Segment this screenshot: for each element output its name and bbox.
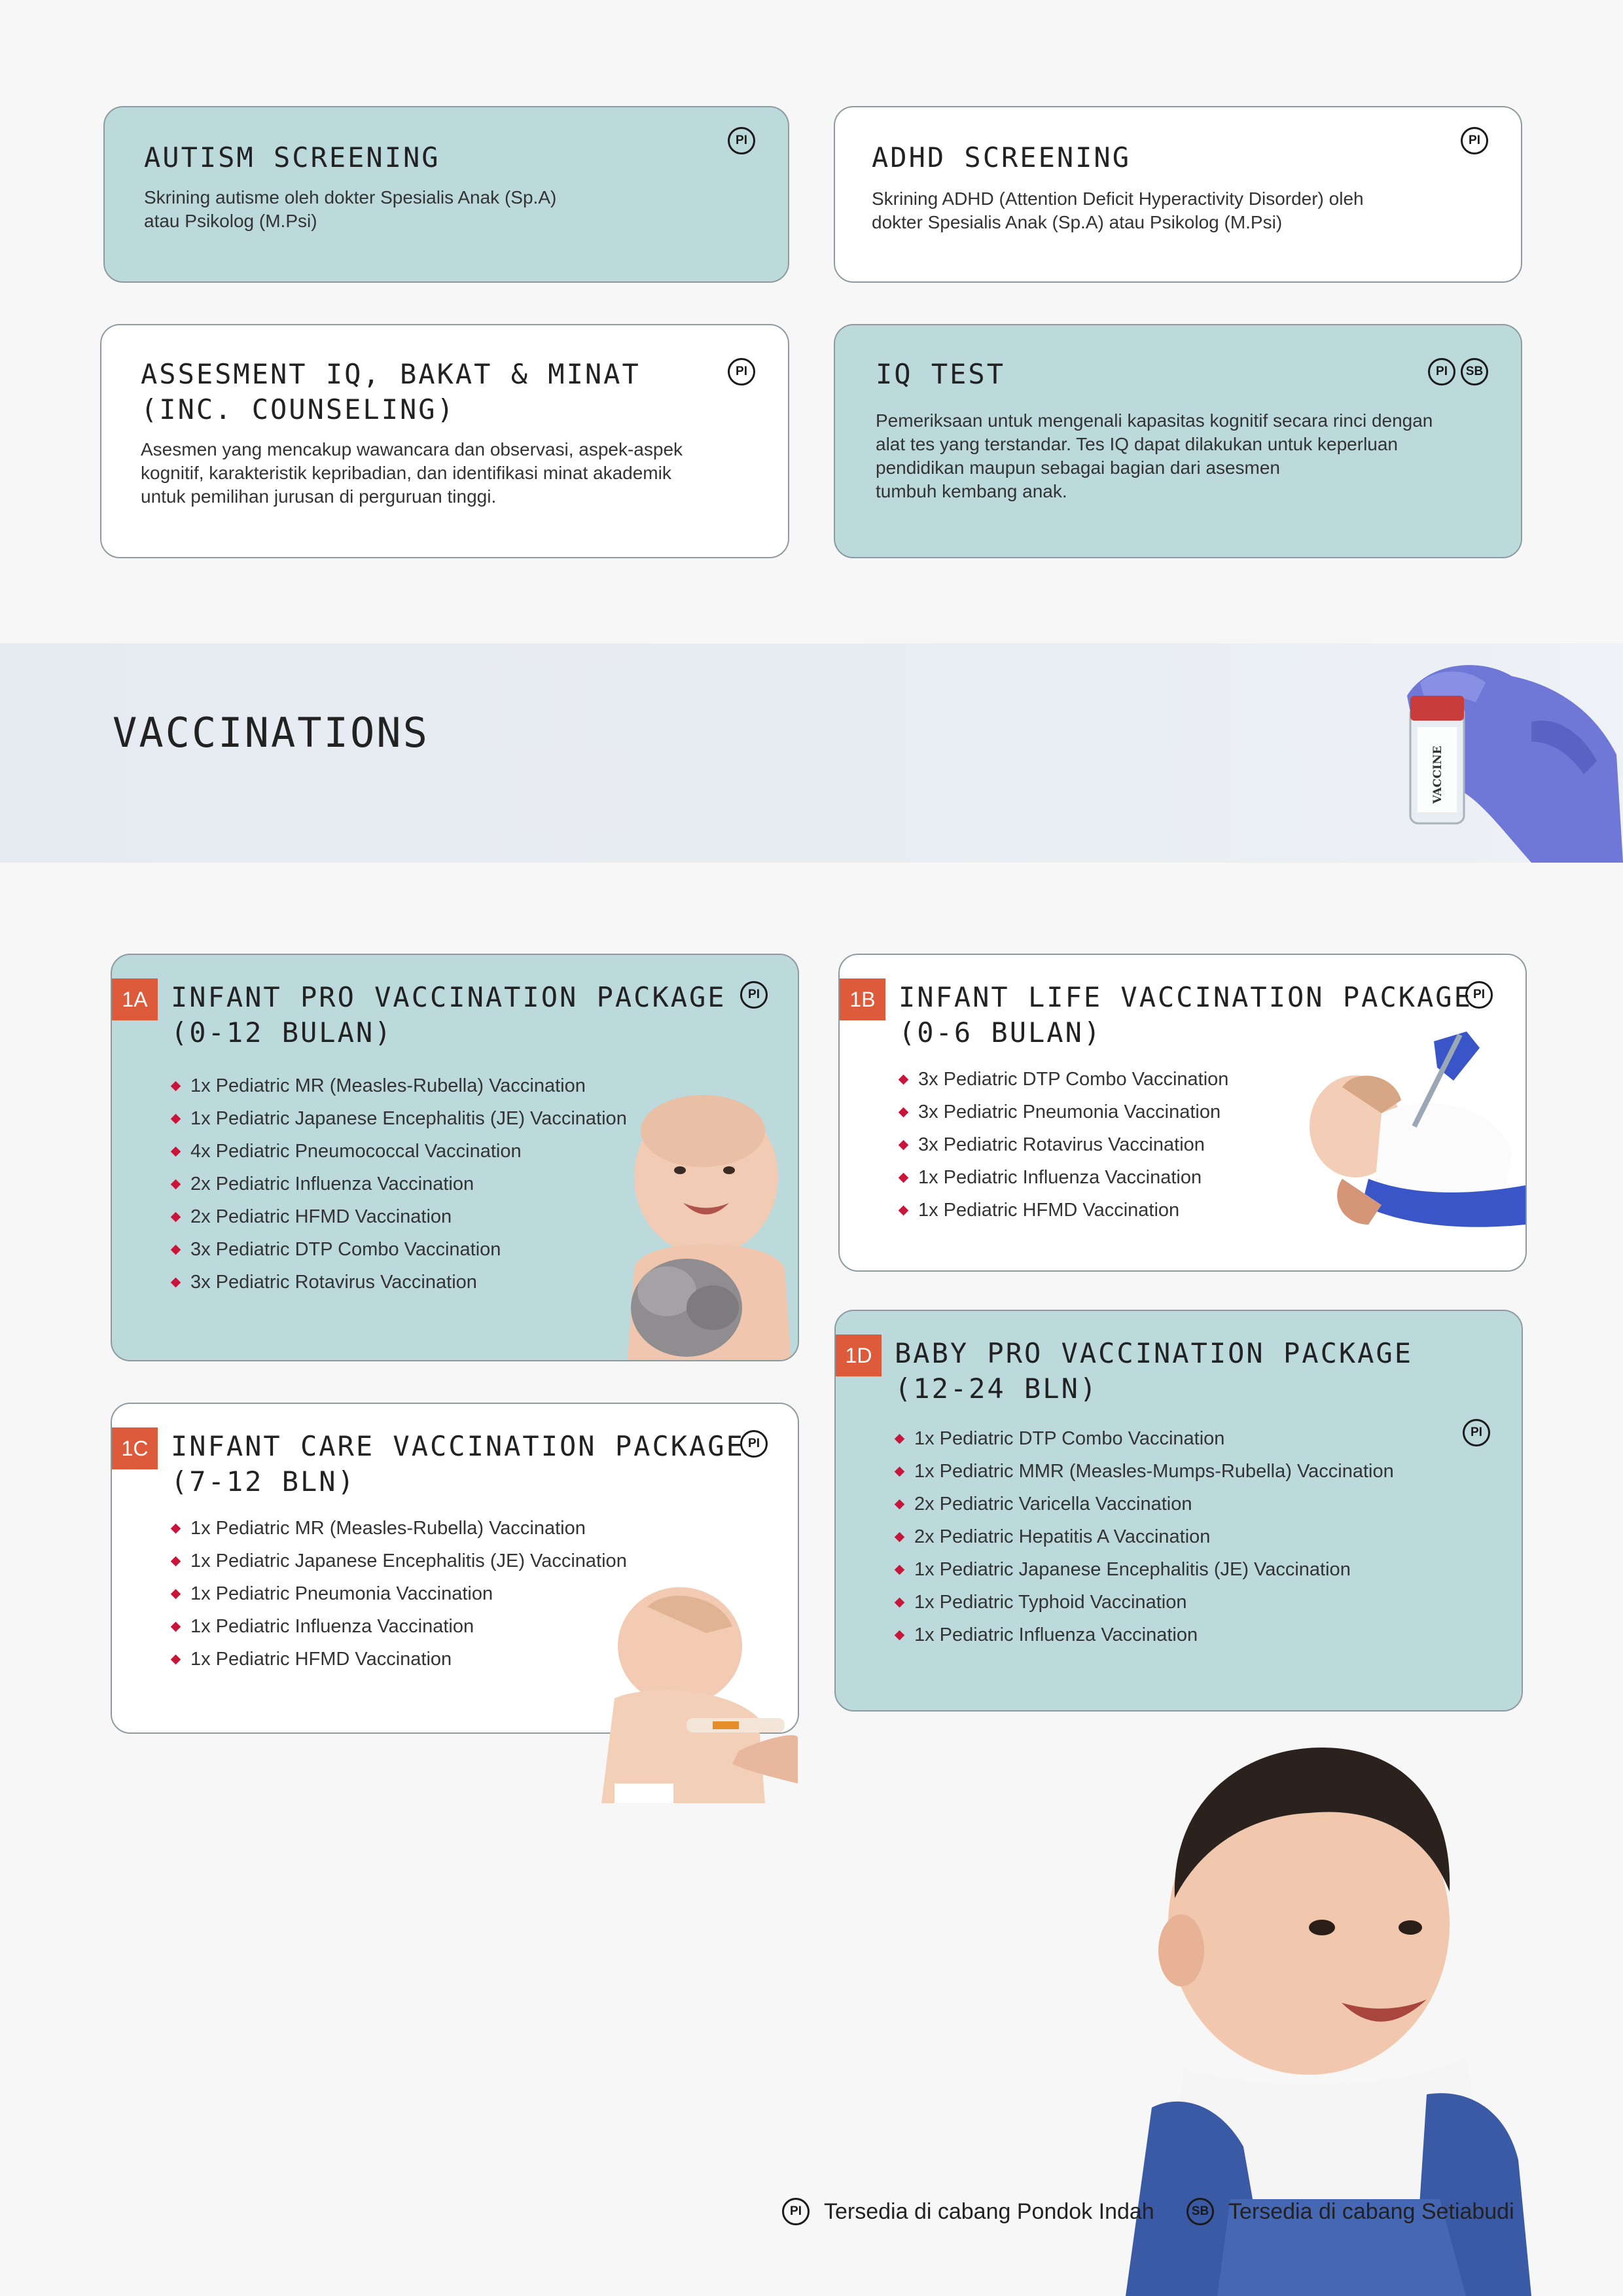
package-card-1d (834, 1310, 1523, 1712)
legend-text: Tersedia di cabang Pondok Indah (824, 2198, 1154, 2224)
item-text: 3x Pediatric Rotavirus Vaccination (190, 1272, 477, 1293)
assessment-iq-card (100, 324, 789, 558)
diamond-bullet-icon (171, 1278, 181, 1288)
item-text: 1x Pediatric HFMD Vaccination (190, 1649, 452, 1670)
description-line: kognitif, karakteristik kepribadian, dan identifikasi minat akademik (141, 463, 671, 483)
list-item (899, 1194, 1228, 1227)
item-text: 1x Pediatric Japanese Encephalitis (JE) Vaccination (190, 1551, 627, 1571)
diamond-bullet-icon (895, 1499, 905, 1510)
item-text: 4x Pediatric Pneumococcal Vaccination (190, 1141, 522, 1162)
description-line: dokter Spesialis Anak (Sp.A) atau Psikolog (M.Psi) (872, 212, 1283, 232)
section-title: VACCINATIONS (113, 709, 429, 757)
list-item (895, 1520, 1394, 1553)
item-text: 2x Pediatric HFMD Vaccination (190, 1206, 452, 1227)
diamond-bullet-icon (895, 1467, 905, 1477)
package-code-tag: 1D (836, 1335, 882, 1376)
baby-vaccination-arm-image (588, 1587, 798, 1803)
card-description (872, 187, 1364, 234)
item-text: 1x Pediatric Pneumonia Vaccination (190, 1583, 493, 1604)
diamond-bullet-icon (171, 1081, 181, 1092)
diamond-bullet-icon (171, 1655, 181, 1665)
description-line: Pemeriksaan untuk mengenali kapasitas kognitif secara rinci dengan (876, 410, 1433, 431)
item-text: 1x Pediatric Japanese Encephalitis (JE) Vaccination (190, 1108, 627, 1129)
branch-badge-pi: PI (1463, 1419, 1490, 1446)
vaccination-list (895, 1422, 1394, 1651)
branch-badge-pi: PI (728, 127, 755, 154)
item-text: 3x Pediatric DTP Combo Vaccination (190, 1239, 501, 1260)
list-item (171, 1135, 627, 1168)
diamond-bullet-icon (899, 1140, 909, 1151)
vaccinations-banner (0, 643, 1623, 863)
diamond-bullet-icon (899, 1107, 909, 1118)
description-line: Skrining autisme oleh dokter Spesialis Anak (Sp.A) (144, 187, 557, 207)
branch-badge-pi: PI (740, 981, 768, 1009)
title-line: (12-24 BLN) (895, 1372, 1099, 1405)
diamond-bullet-icon (895, 1532, 905, 1543)
item-text: 2x Pediatric Influenza Vaccination (190, 1174, 474, 1194)
legend-text: Tersedia di cabang Setiabudi (1228, 2198, 1514, 2224)
list-item (171, 1577, 627, 1610)
card-title: AUTISM SCREENING (144, 141, 440, 173)
list-item (895, 1455, 1394, 1488)
item-text: 1x Pediatric MMR (Measles-Mumps-Rubella) Vaccination (914, 1461, 1394, 1482)
diamond-bullet-icon (171, 1622, 181, 1632)
gloved-hand-vaccine-vial-image (1335, 643, 1623, 863)
package-title (171, 1429, 745, 1499)
item-text: 3x Pediatric DTP Combo Vaccination (918, 1069, 1229, 1090)
list-item (899, 1096, 1228, 1128)
baby-receiving-injection-image (1303, 1028, 1525, 1257)
diamond-bullet-icon (171, 1589, 181, 1600)
list-item (899, 1063, 1228, 1096)
description-line: Asesmen yang mencakup wawancara dan observasi, aspek-aspek (141, 439, 683, 459)
branch-badge-pi: PI (740, 1430, 768, 1458)
vaccination-list (899, 1063, 1228, 1227)
list-item (171, 1233, 627, 1266)
branch-badge-sb: SB (1461, 358, 1488, 386)
iq-test-card (834, 324, 1522, 558)
vaccination-list (171, 1512, 627, 1676)
title-line: INFANT CARE VACCINATION PACKAGE (171, 1430, 745, 1462)
package-code-tag: 1A (112, 978, 158, 1020)
diamond-bullet-icon (171, 1114, 181, 1124)
list-item (171, 1643, 627, 1676)
title-line: (0-12 BULAN) (171, 1016, 393, 1049)
diamond-bullet-icon (895, 1434, 905, 1444)
item-text: 1x Pediatric Influenza Vaccination (914, 1624, 1198, 1645)
diamond-bullet-icon (171, 1147, 181, 1157)
item-text: 1x Pediatric HFMD Vaccination (918, 1200, 1180, 1221)
list-item (171, 1102, 627, 1135)
branch-badge-pi: PI (1465, 981, 1493, 1009)
card-title: IQ TEST (876, 358, 1006, 390)
item-text: 2x Pediatric Varicella Vaccination (914, 1494, 1192, 1515)
list-item (899, 1161, 1228, 1194)
card-description (141, 438, 683, 509)
description-line: alat tes yang terstandar. Tes IQ dapat dilakukan untuk keperluan (876, 434, 1398, 454)
list-item (899, 1128, 1228, 1161)
diamond-bullet-icon (171, 1556, 181, 1567)
card-title (141, 357, 641, 427)
vaccination-list (171, 1069, 627, 1299)
diamond-bullet-icon (895, 1598, 905, 1608)
branch-badge-pi: PI (728, 358, 755, 386)
list-item (895, 1586, 1394, 1619)
item-text: 1x Pediatric Influenza Vaccination (918, 1167, 1202, 1188)
package-card-1c (111, 1403, 799, 1734)
diamond-bullet-icon (171, 1212, 181, 1223)
card-title: ADHD SCREENING (872, 141, 1132, 173)
branch-badge-pi: PI (1461, 127, 1488, 154)
diamond-bullet-icon (171, 1524, 181, 1534)
description-line: Skrining ADHD (Attention Deficit Hyperactivity Disorder) oleh (872, 188, 1364, 209)
autism-screening-card (103, 106, 789, 283)
title-line: INFANT LIFE VACCINATION PACKAGE (899, 981, 1472, 1013)
item-text: 1x Pediatric Influenza Vaccination (190, 1616, 474, 1637)
title-line: (0-6 BULAN) (899, 1016, 1103, 1049)
branch-badge-pi: PI (782, 2198, 810, 2225)
description-line: untuk pemilihan jurusan di perguruan tinggi. (141, 486, 497, 507)
package-card-1b (838, 954, 1527, 1272)
diamond-bullet-icon (895, 1565, 905, 1575)
branch-badge-pi: PI (1428, 358, 1455, 386)
package-code-tag: 1C (112, 1427, 158, 1469)
diamond-bullet-icon (895, 1630, 905, 1641)
title-line: ASSESMENT IQ, BAKAT & MINAT (141, 358, 641, 390)
package-code-tag: 1B (840, 978, 885, 1020)
title-line: (INC. COUNSELING) (141, 393, 455, 425)
branch-badge-sb: SB (1186, 2198, 1214, 2225)
list-item (171, 1512, 627, 1545)
list-item (895, 1488, 1394, 1520)
title-line: (7-12 BLN) (171, 1465, 356, 1498)
item-text: 1x Pediatric MR (Measles-Rubella) Vaccination (190, 1518, 586, 1539)
list-item (171, 1610, 627, 1643)
title-line: BABY PRO VACCINATION PACKAGE (895, 1337, 1414, 1369)
item-text: 1x Pediatric Japanese Encephalitis (JE) Vaccination (914, 1559, 1351, 1580)
diamond-bullet-icon (171, 1245, 181, 1255)
vial-label: VACCINE (1431, 745, 1444, 804)
diamond-bullet-icon (899, 1173, 909, 1183)
diamond-bullet-icon (899, 1075, 909, 1085)
list-item (171, 1545, 627, 1577)
package-card-1a (111, 954, 799, 1361)
item-text: 3x Pediatric Rotavirus Vaccination (918, 1134, 1205, 1155)
description-line: atau Psikolog (M.Psi) (144, 211, 317, 231)
legend-pondok-indah (782, 2198, 1154, 2225)
adhd-screening-card (834, 106, 1522, 283)
list-item (895, 1422, 1394, 1455)
item-text: 1x Pediatric Typhoid Vaccination (914, 1592, 1187, 1613)
package-title (171, 980, 726, 1050)
list-item (895, 1553, 1394, 1586)
diamond-bullet-icon (171, 1179, 181, 1190)
smiling-baby-image (588, 1072, 798, 1360)
list-item (171, 1069, 627, 1102)
item-text: 3x Pediatric Pneumonia Vaccination (918, 1102, 1221, 1122)
list-item (171, 1266, 627, 1299)
title-line: INFANT PRO VACCINATION PACKAGE (171, 981, 726, 1013)
diamond-bullet-icon (899, 1206, 909, 1216)
description-line: tumbuh kembang anak. (876, 481, 1067, 501)
list-item (895, 1619, 1394, 1651)
item-text: 2x Pediatric Hepatitis A Vaccination (914, 1526, 1211, 1547)
description-line: pendidikan maupun sebagai bagian dari asesmen (876, 457, 1280, 478)
card-description (144, 186, 556, 233)
item-text: 1x Pediatric MR (Measles-Rubella) Vaccination (190, 1075, 586, 1096)
item-text: 1x Pediatric DTP Combo Vaccination (914, 1428, 1225, 1449)
package-title (895, 1336, 1413, 1407)
card-description (876, 409, 1433, 503)
list-item (171, 1168, 627, 1200)
legend-setiabudi (1186, 2198, 1514, 2225)
list-item (171, 1200, 627, 1233)
